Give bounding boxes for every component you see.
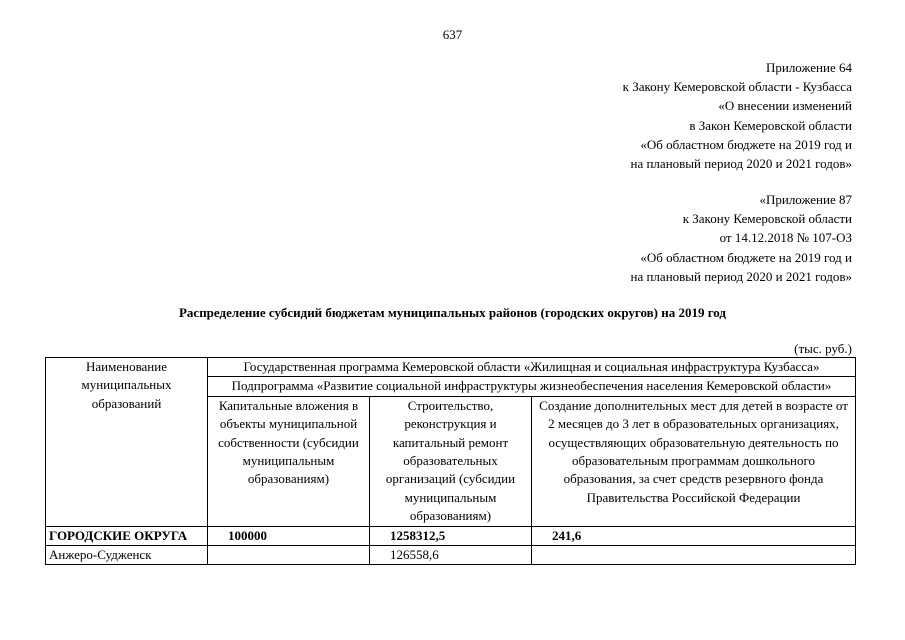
header-program: Государственная программа Кемеровской области «Жилищная и социальная инфраструктура Кузбасса» (208, 358, 856, 377)
appendix-87-line: «Приложение 87 (759, 192, 852, 207)
table-row (46, 526, 856, 545)
appendix-87-line: к Закону Кемеровской области (682, 211, 852, 227)
appendix-87-line: «Об областном бюджете на 2019 год и (640, 249, 852, 265)
header-column-construction: Строительство, реконструкция и капитальный ремонт образовательных организаций (субсидии муниципальным образованиям) (370, 396, 532, 526)
header-subprogram: Подпрограмма «Развитие социальной инфраструктуры жизнеобеспечения населения Кемеровской области» (208, 377, 856, 396)
page-number: 637 (442, 27, 463, 42)
appendix-87-line: от 14.12.2018 № 107-ОЗ (719, 230, 852, 246)
appendix-64-header (623, 58, 852, 173)
header-column-additional-places: Создание дополнительных мест для детей в возрасте от 2 месяцев до 3 лет в образовательных организациях, осуществляющих образовательную деятельность по образовательным программам дошкольного образования, за счет средств резервного фонда Правительства Российской Федерации (532, 396, 856, 526)
row-value-col3 (532, 546, 856, 565)
appendix-87-line: на плановый период 2020 и 2021 годов» (630, 268, 852, 284)
subsidy-table (45, 357, 856, 565)
units-label: (тыс. руб.) (794, 341, 852, 356)
document-title: Распределение субсидий бюджетам муниципальных районов (городских округов) на 2019 год (178, 305, 727, 320)
appendix-64-line: к Закону Кемеровской области - Кузбасса (622, 79, 852, 95)
row-value-col1: 100000 (208, 526, 370, 545)
row-name: ГОРОДСКИЕ ОКРУГА (46, 526, 208, 545)
appendix-64-line: «Об областном бюджете на 2019 год и (640, 136, 852, 152)
table-row (46, 546, 856, 565)
appendix-64-line: Приложение 64 (765, 60, 852, 75)
row-value-col2: 1258312,5 (370, 526, 532, 545)
appendix-64-line: в Закон Кемеровской области (689, 117, 852, 133)
header-column-capital-investment: Капитальные вложения в объекты муниципальной собственности (субсидии муниципальным образованиям) (208, 396, 370, 526)
appendix-87-header (631, 190, 853, 286)
appendix-64-line: «О внесении изменений (718, 98, 852, 114)
appendix-64-line: на плановый период 2020 и 2021 годов» (630, 156, 852, 172)
row-value-col1 (208, 546, 370, 565)
header-municipality-name: Наименование муниципальных образований (46, 358, 208, 527)
row-value-col2: 126558,6 (370, 546, 532, 565)
row-value-col3: 241,6 (532, 526, 856, 545)
row-name: Анжеро-Судженск (46, 546, 208, 565)
